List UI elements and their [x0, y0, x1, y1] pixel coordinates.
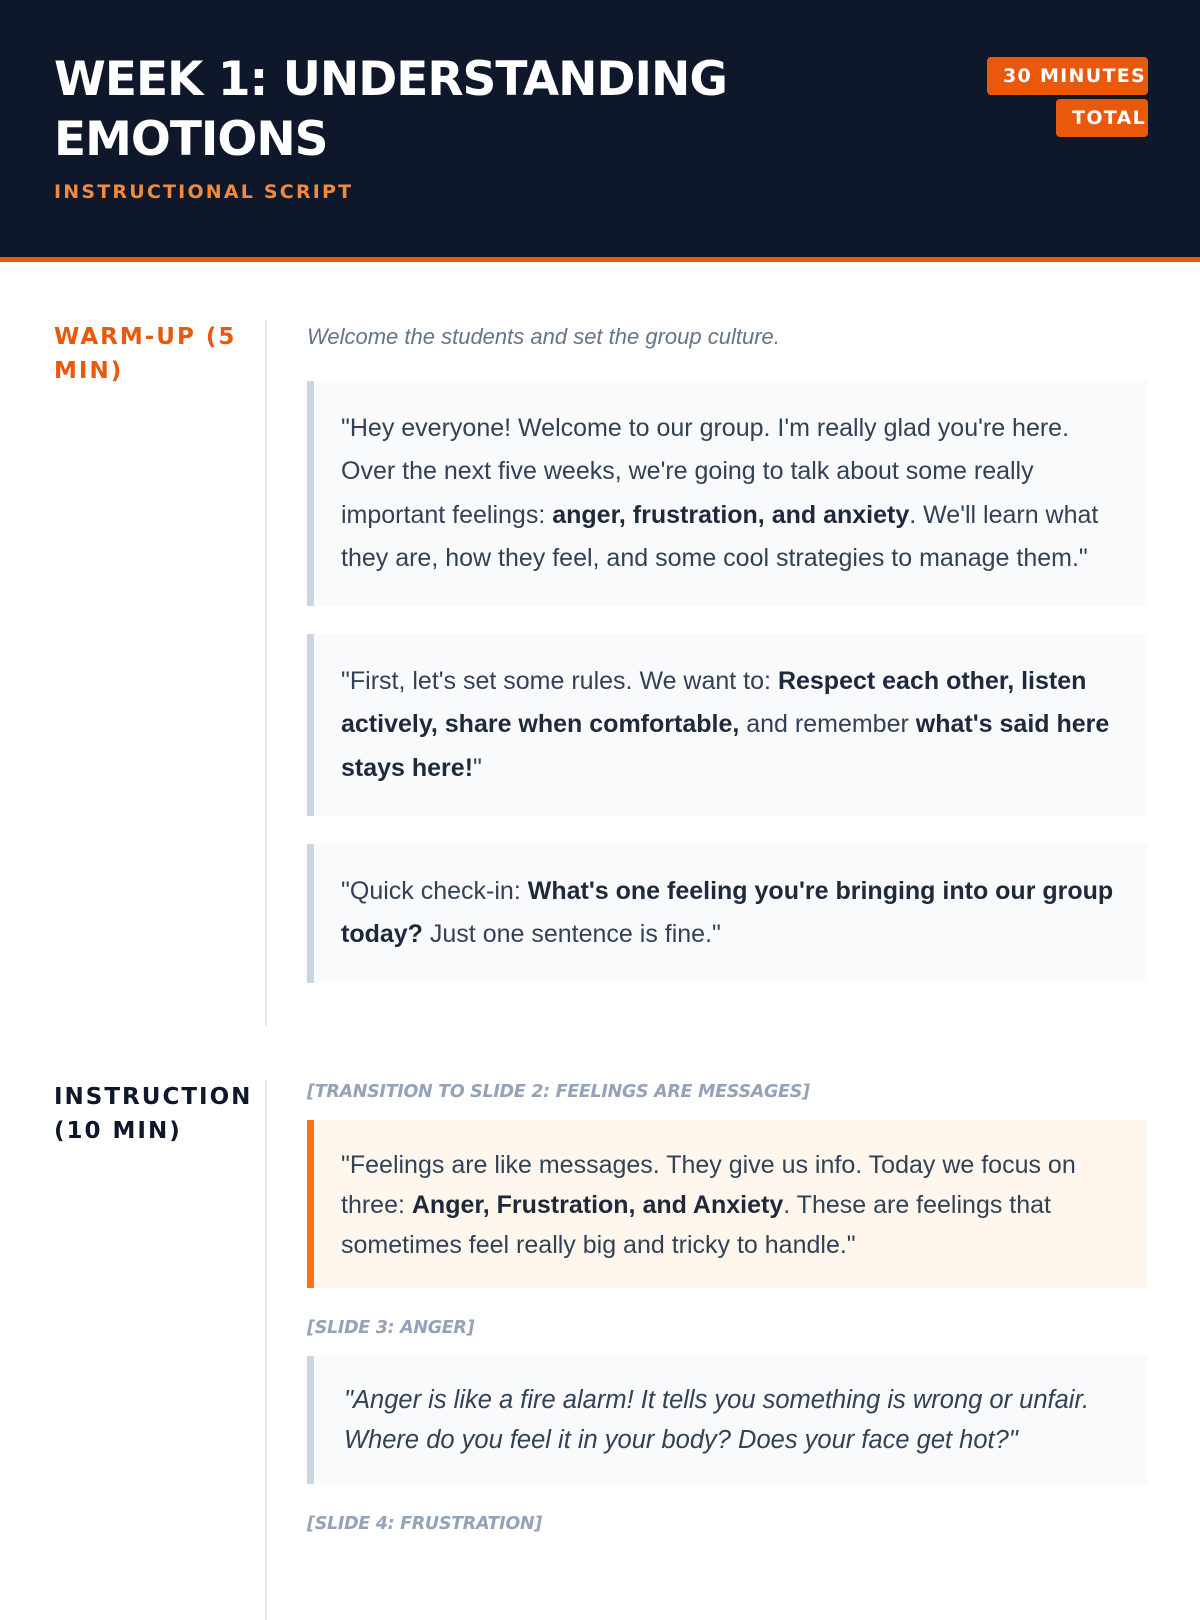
instruction-quote-feelings	[307, 1120, 1147, 1288]
quote-text: "Feelings are like messages. They give us info. Today we focus on three:	[341, 1151, 1076, 1219]
instruction-label: INSTRUCTION (10 MIN)	[54, 1084, 253, 1144]
quote-emphasis: what's said here stays here!	[341, 710, 1110, 782]
quote-emphasis: anger, frustration, and anxiety	[552, 500, 910, 529]
duration-badge	[968, 56, 1148, 140]
slide-tag-anger: [SLIDE 3: ANGER]	[307, 1318, 475, 1338]
quote-text: . We'll learn what they are, how they feel, and some cool strategies to manage them."	[341, 500, 1099, 572]
quote-text: and remember	[739, 710, 916, 739]
quote-emphasis: Anger, Frustration, and Anxiety	[411, 1191, 784, 1219]
instruction-content	[307, 1080, 1147, 1552]
page-header	[0, 0, 1200, 262]
warmup-quote-welcome	[307, 381, 1147, 606]
slide-tag-transition: [TRANSITION TO SLIDE 2: FEELINGS ARE MESSAGES]	[307, 1082, 810, 1102]
section-divider	[265, 1080, 267, 1620]
quote-text: "First, let's set some rules. We want to:	[341, 667, 778, 696]
quote-text: . These are feelings that sometimes feel really big and tricky to handle."	[341, 1191, 1051, 1259]
quote-text: "	[473, 753, 482, 782]
page-title: WEEK 1: UNDERSTANDING EMOTIONS	[54, 52, 727, 167]
warmup-quote-rules	[307, 634, 1147, 816]
duration-badge-text: 30 MINUTES TOTAL	[987, 57, 1148, 137]
instruction-quote-anger: "Anger is like a fire alarm! It tells you something is wrong or unfair. Where do you feel it in your body? Does your face get hot?"	[307, 1356, 1147, 1484]
warmup-intro: Welcome the students and set the group culture.	[307, 324, 780, 349]
quote-text: "Hey everyone! Welcome to our group. I'm really glad you're here. Over the next five weeks, we're going to talk about some really important feelings:	[341, 414, 1070, 529]
quote-text: "Quick check-in:	[341, 877, 528, 906]
warmup-label: WARM-UP (5 MIN)	[54, 324, 237, 384]
quote-emphasis: Respect each other, listen actively, share when comfortable,	[341, 667, 1087, 739]
warmup-content	[307, 320, 1147, 1011]
warmup-quote-checkin	[307, 844, 1147, 983]
slide-tag-frustration: [SLIDE 4: FRUSTRATION]	[307, 1514, 542, 1534]
quote-text: Just one sentence is fine."	[422, 920, 721, 949]
section-divider	[265, 320, 267, 1026]
page-subtitle: INSTRUCTIONAL SCRIPT	[54, 181, 354, 203]
quote-emphasis: What's one feeling you're bringing into our group today?	[341, 877, 1114, 949]
